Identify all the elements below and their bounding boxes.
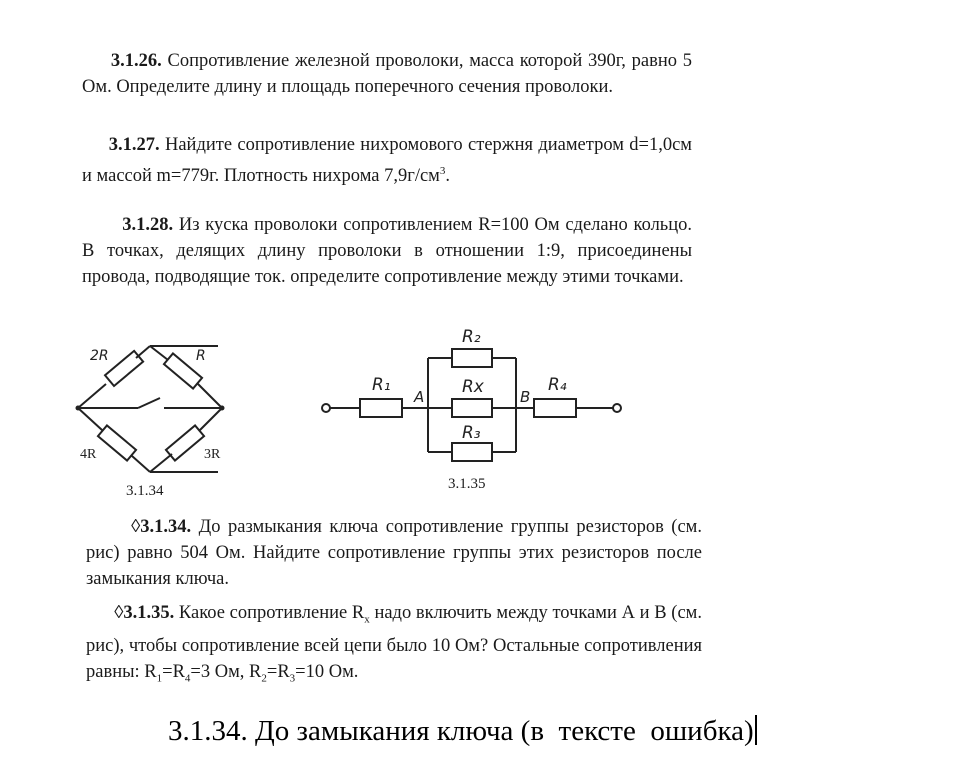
problem-text-4: =3 Ом, R <box>190 661 262 682</box>
problem-3-1-26 <box>82 48 692 100</box>
problem-number: 3.1.35. <box>123 603 175 623</box>
problem-text: Найдите сопротивление нихромового стержня диаметром d=1,0см и массой m=779г. Плотность нихрома 7,9г/см <box>82 135 693 187</box>
subscript-2: 2 <box>261 672 267 685</box>
problem-3-1-35 <box>86 600 702 691</box>
problem-text: Какое сопротивление R <box>178 603 365 623</box>
label-r1: R₁ <box>372 375 391 395</box>
diamond-mark: ◊ <box>131 517 141 537</box>
problem-text-2: надо включить между точками А и В (см. рис), чтобы сопротивление всей цепи было 10 Ом? Остальные сопротивления равны: R <box>86 603 703 682</box>
text-cursor <box>755 715 757 745</box>
label-r2: R₂ <box>462 327 481 347</box>
label-r4: R₄ <box>548 375 567 395</box>
problem-text: Из куска проволоки сопротивлением R=100 Ом сделано кольцо. В точках, делящих длину проволоки в отношении 1:9, присоединены провода, подводящие ток. определите сопротивление между этими точками. <box>82 215 693 287</box>
problem-text-3: =R <box>162 661 185 682</box>
circuit-figure-3-1-35 <box>316 322 636 472</box>
problem-3-1-28 <box>82 212 692 290</box>
subscript-x: x <box>364 613 370 626</box>
superscript: 3 <box>439 165 446 177</box>
subscript-1: 1 <box>156 672 163 685</box>
problem-number: 3.1.26. <box>110 51 162 71</box>
problem-3-1-27 <box>82 132 692 189</box>
label-2r: 2R <box>90 348 109 364</box>
problem-number: 3.1.28. <box>122 215 174 235</box>
label-node-a: A <box>414 388 425 406</box>
label-node-b: B <box>520 388 531 406</box>
label-3r: 3R <box>204 447 221 462</box>
diamond-mark: ◊ <box>114 603 124 623</box>
caption-3-1-34: 3.1.34 <box>126 483 164 499</box>
problem-text: Сопротивление железной проволоки, масса которой 390г, равно 5 Ом. Определите длину и площадь поперечного сечения проволоки. <box>82 51 693 97</box>
problem-3-1-34 <box>86 514 702 592</box>
label-r: R <box>196 348 206 364</box>
label-rx: Rx <box>462 377 484 397</box>
subscript-3: 3 <box>289 672 296 685</box>
problem-text-5: =R <box>266 661 290 682</box>
problem-text-tail: . <box>445 166 451 187</box>
correction-note-text: 3.1.34. До замыкания ключа (в тексте ошибка) <box>168 715 754 747</box>
problem-text: До размыкания ключа сопротивление группы резисторов (см. рис) равно 504 Ом. Найдите сопротивление группы этих резисторов после замыкания ключа. <box>86 517 703 589</box>
subscript-4: 4 <box>184 672 191 685</box>
circuit-figure-3-1-34 <box>68 336 238 486</box>
problem-number: 3.1.34. <box>140 517 192 537</box>
label-4r: 4R <box>80 447 97 462</box>
correction-note[interactable] <box>168 713 757 749</box>
caption-3-1-35: 3.1.35 <box>448 476 486 492</box>
problem-text-6: =10 Ом. <box>295 661 359 682</box>
label-r3: R₃ <box>462 423 481 443</box>
problem-number: 3.1.27. <box>108 135 160 155</box>
